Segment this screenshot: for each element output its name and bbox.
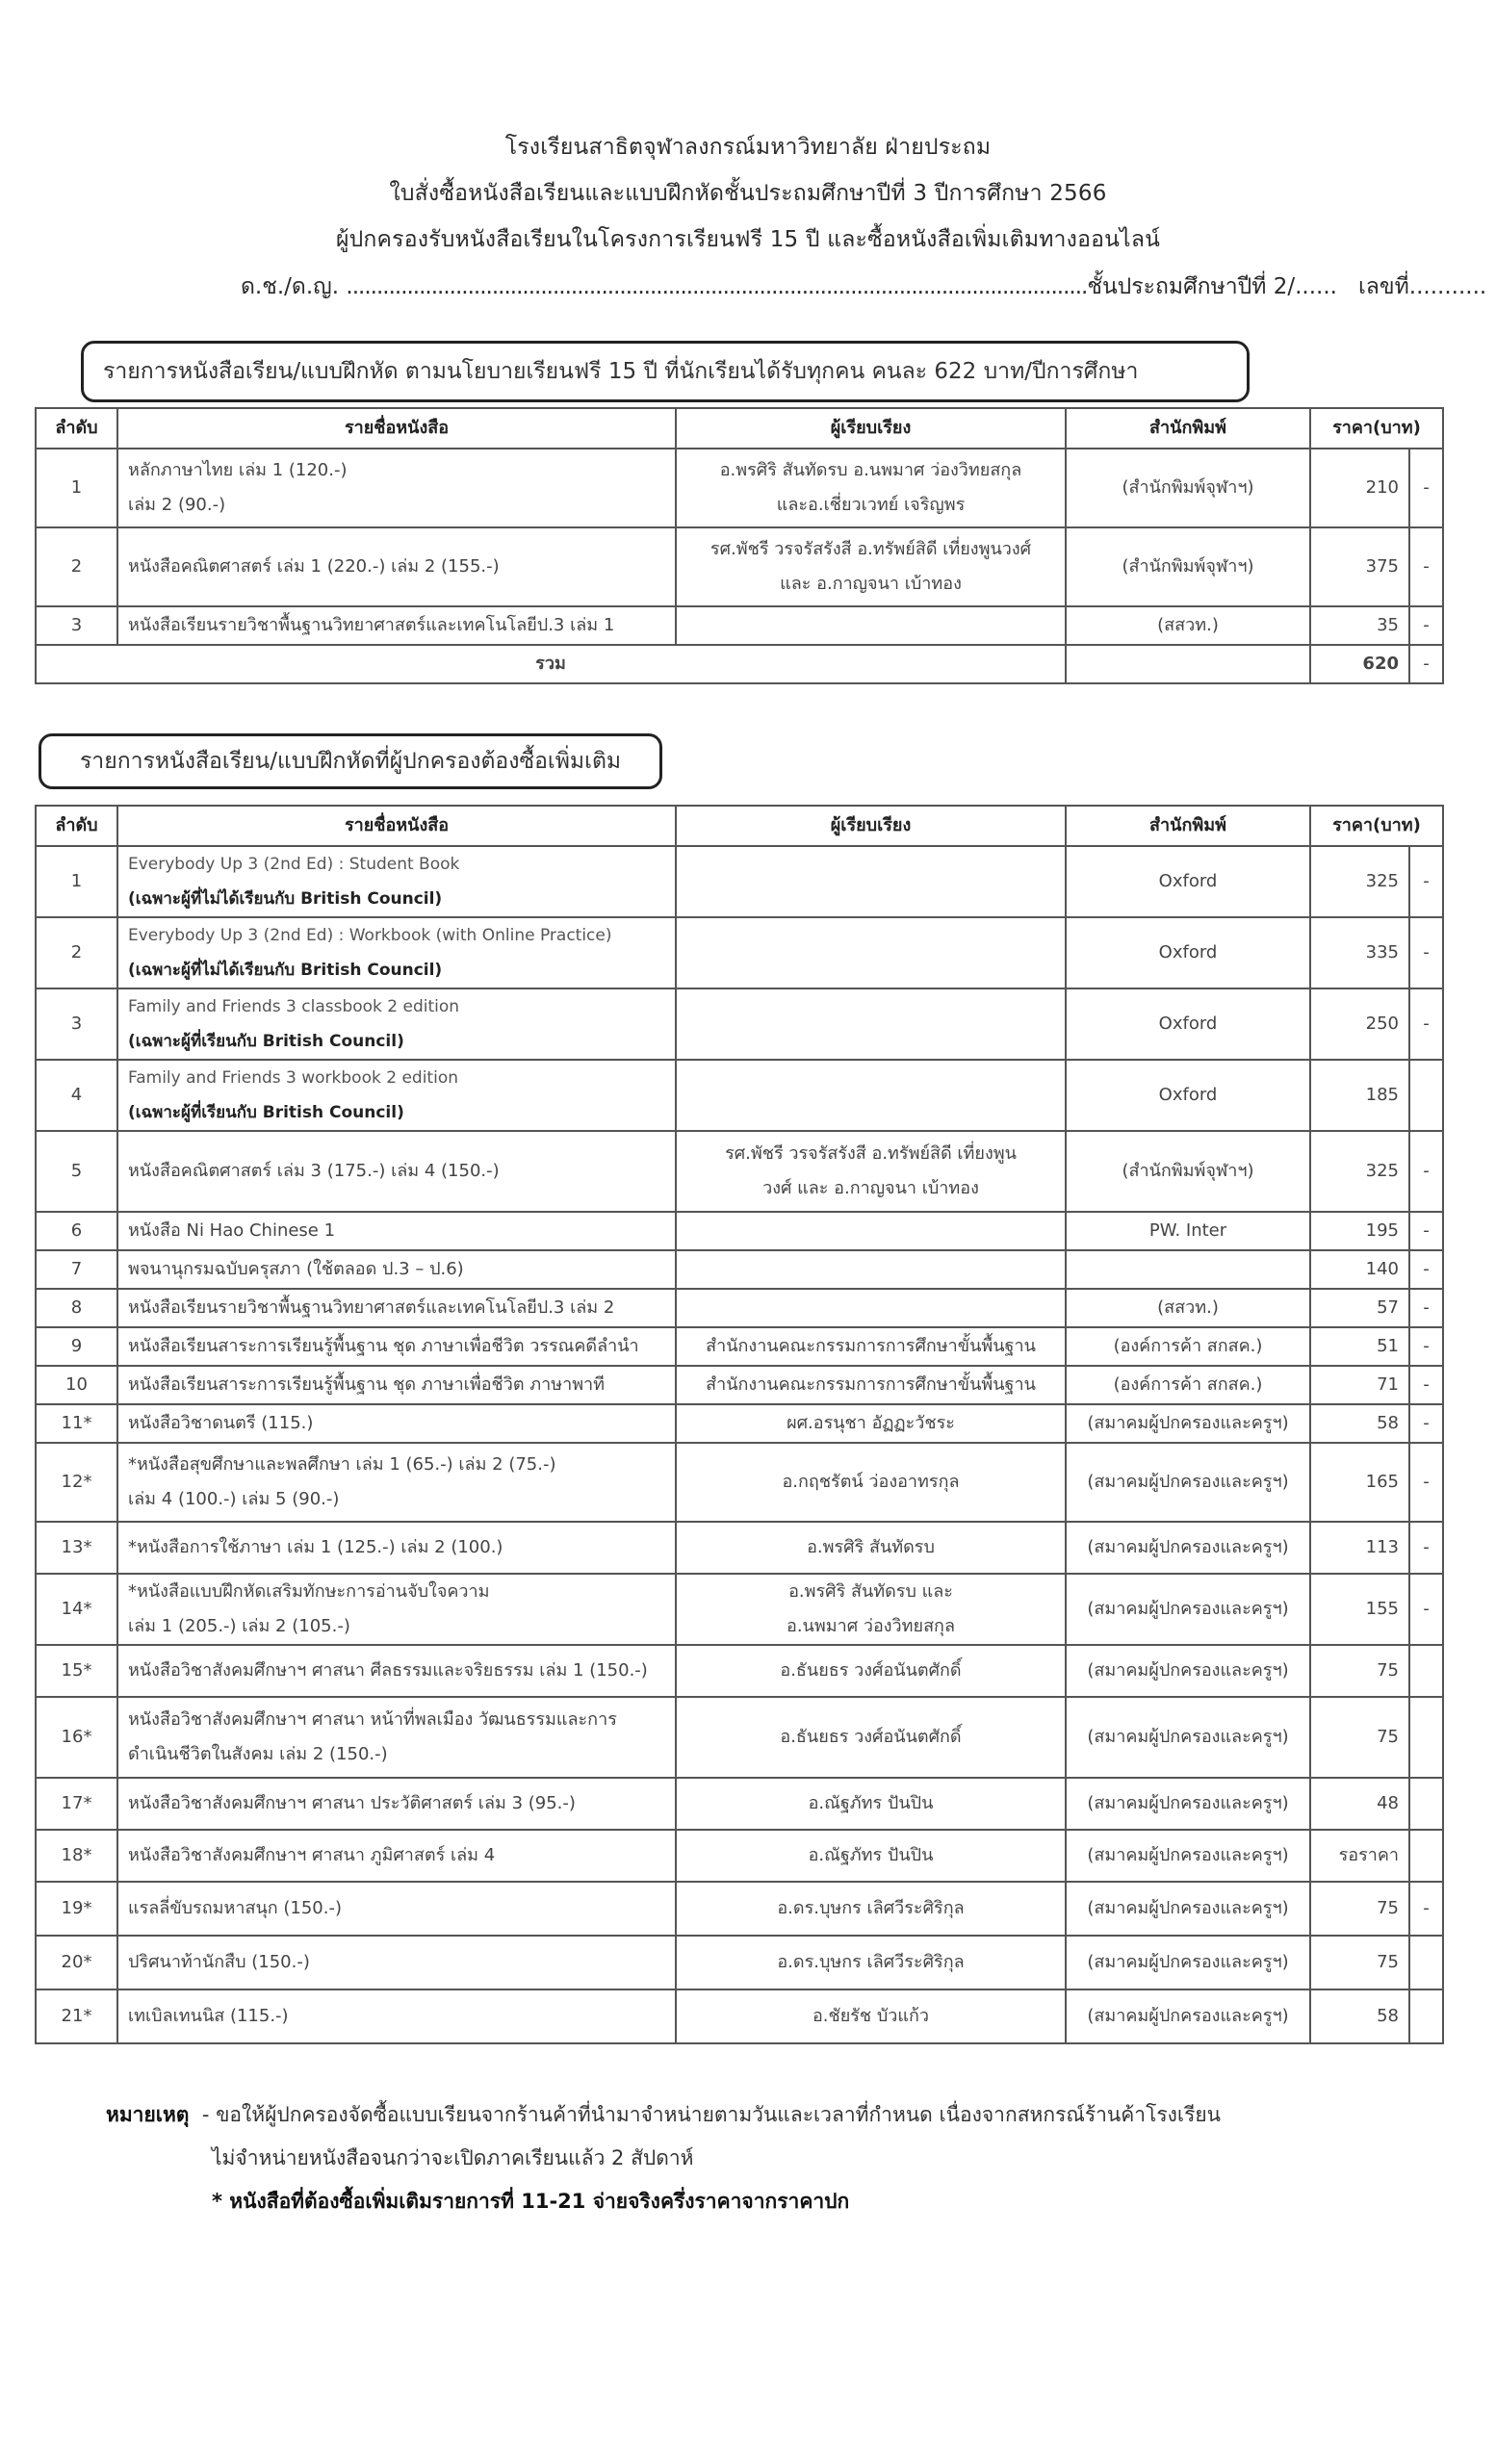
price-satang: - bbox=[1409, 1366, 1443, 1404]
book-title bbox=[117, 1645, 676, 1697]
number-field[interactable]: เลขที่........... bbox=[1357, 274, 1487, 299]
price-satang: - bbox=[1409, 606, 1443, 645]
book-publisher: (สมาคมผู้ปกครองและครูฯ) bbox=[1066, 1522, 1310, 1574]
book-title-note: (เฉพาะผู้ที่เรียนกับ British Council) bbox=[128, 1103, 404, 1122]
book-price: 75 bbox=[1310, 1936, 1409, 1989]
book-title bbox=[117, 1327, 676, 1366]
book-author bbox=[676, 1212, 1066, 1250]
book-title bbox=[117, 1697, 676, 1778]
name-label: ด.ช./ด.ญ. bbox=[241, 274, 340, 299]
table-row bbox=[36, 1778, 1443, 1830]
price-satang: - bbox=[1409, 1443, 1443, 1522]
book-title bbox=[117, 449, 676, 527]
class-field[interactable]: ชั้นประถมศึกษาปีที่ 2/...... bbox=[1087, 274, 1337, 299]
book-publisher: Oxford bbox=[1066, 988, 1310, 1060]
book-author bbox=[676, 1645, 1066, 1697]
book-author bbox=[676, 917, 1066, 988]
book-price: 51 bbox=[1310, 1327, 1409, 1366]
book-publisher: (สำนักพิมพ์จุฬาฯ) bbox=[1066, 1131, 1310, 1212]
row-number: 16* bbox=[36, 1697, 117, 1778]
row-number: 3 bbox=[36, 606, 117, 645]
book-publisher: (สมาคมผู้ปกครองและครูฯ) bbox=[1066, 1936, 1310, 1989]
book-price: 48 bbox=[1310, 1778, 1409, 1830]
school-name: โรงเรียนสาธิตจุฬาลงกรณ์มหาวิทยาลัย ฝ่ายประถม bbox=[504, 135, 992, 160]
book-price: 185 bbox=[1310, 1060, 1409, 1131]
price-satang: - bbox=[1409, 846, 1443, 917]
row-number: 2 bbox=[36, 527, 117, 606]
book-price: 165 bbox=[1310, 1443, 1409, 1522]
book-price: 57 bbox=[1310, 1289, 1409, 1327]
book-author-line: และ อ.กาญจนา เบ้าทอง bbox=[780, 574, 962, 594]
book-author-line: อ.พรศิริ สันทัดรบ อ.นพมาศ ว่องวิทยสกุล bbox=[719, 460, 1022, 480]
price-satang: - bbox=[1409, 1131, 1443, 1212]
table-row bbox=[36, 1522, 1443, 1574]
book-title-line: ดำเนินชีวิตในสังคม เล่ม 2 (150.-) bbox=[128, 1744, 388, 1764]
price-satang: - bbox=[1409, 1289, 1443, 1327]
book-price: 58 bbox=[1310, 1404, 1409, 1443]
book-publisher: (สมาคมผู้ปกครองและครูฯ) bbox=[1066, 1404, 1310, 1443]
price-satang: - bbox=[1409, 917, 1443, 988]
book-price: 250 bbox=[1310, 988, 1409, 1060]
book-author-line: อ.ธันยธร วงศ์อนันตศักดิ์ bbox=[780, 1660, 962, 1681]
book-publisher: (สสวท.) bbox=[1066, 1289, 1310, 1327]
table-row bbox=[36, 988, 1443, 1060]
book-publisher: (สำนักพิมพ์จุฬาฯ) bbox=[1066, 449, 1310, 527]
book-author bbox=[676, 1778, 1066, 1830]
table-row bbox=[36, 1989, 1443, 2043]
book-title bbox=[117, 1250, 676, 1289]
table-row bbox=[36, 1289, 1443, 1327]
book-price: 75 bbox=[1310, 1645, 1409, 1697]
book-title-line: เล่ม 2 (90.-) bbox=[128, 495, 226, 515]
table-row bbox=[36, 1250, 1443, 1289]
book-author bbox=[676, 1522, 1066, 1574]
book-title-line: *หนังสือสุขศึกษาและพลศึกษา เล่ม 1 (65.-) เล่ม 2 (75.-) bbox=[128, 1454, 556, 1475]
price-satang bbox=[1409, 1830, 1443, 1882]
book-title bbox=[117, 606, 676, 645]
table-row bbox=[36, 1697, 1443, 1778]
book-author bbox=[676, 1250, 1066, 1289]
book-title-line: หนังสือวิชาสังคมศึกษาฯ ศาสนา หน้าที่พลเมือง วัฒนธรรมและการ bbox=[128, 1709, 617, 1730]
student-info-line bbox=[241, 270, 1487, 304]
table-row bbox=[36, 1830, 1443, 1882]
price-satang bbox=[1409, 1697, 1443, 1778]
form-subtitle: ผู้ปกครองรับหนังสือเรียนในโครงการเรียนฟรี 15 ปี และซื้อหนังสือเพิ่มเติมทางออนไลน์ bbox=[335, 227, 1161, 252]
row-number: 13* bbox=[36, 1522, 117, 1574]
book-publisher: (สำนักพิมพ์จุฬาฯ) bbox=[1066, 527, 1310, 606]
book-title bbox=[117, 1131, 676, 1212]
book-author bbox=[676, 1327, 1066, 1366]
col-header-price: ราคา(บาท) bbox=[1310, 408, 1443, 449]
col-header-title: รายชื่อหนังสือ bbox=[117, 408, 676, 449]
book-publisher: (สมาคมผู้ปกครองและครูฯ) bbox=[1066, 1443, 1310, 1522]
price-satang: - bbox=[1409, 1250, 1443, 1289]
total-publisher-cell bbox=[1066, 645, 1310, 683]
price-satang bbox=[1409, 1936, 1443, 1989]
table-row bbox=[36, 1327, 1443, 1366]
book-price: 325 bbox=[1310, 846, 1409, 917]
free-books-table bbox=[35, 407, 1444, 684]
book-title bbox=[117, 1778, 676, 1830]
book-title-line: Everybody Up 3 (2nd Ed) : Workbook (with Online Practice) bbox=[128, 926, 612, 945]
book-title bbox=[117, 1404, 676, 1443]
book-price: 75 bbox=[1310, 1697, 1409, 1778]
book-author-line: รศ.พัชรี วรจรัสรังสี อ.ทรัพย์สิดี เที่ยงพูนวงศ์ bbox=[709, 539, 1032, 559]
book-title bbox=[117, 1574, 676, 1645]
book-price: 325 bbox=[1310, 1131, 1409, 1212]
row-number: 1 bbox=[36, 846, 117, 917]
book-title-note: (เฉพาะผู้ที่ไม่ได้เรียนกับ British Council) bbox=[128, 889, 443, 909]
book-price: 140 bbox=[1310, 1250, 1409, 1289]
book-title-line: *หนังสือแบบฝึกหัดเสริมทักษะการอ่านจับใจความ bbox=[128, 1581, 490, 1602]
book-title-line: หนังสือเรียนสาระการเรียนรู้พื้นฐาน ชุด ภาษาเพื่อชีวิต ภาษาพาที bbox=[128, 1374, 606, 1395]
row-number: 5 bbox=[36, 1131, 117, 1212]
book-publisher bbox=[1066, 1250, 1310, 1289]
book-publisher: (สมาคมผู้ปกครองและครูฯ) bbox=[1066, 1830, 1310, 1882]
book-title-line: หนังสือวิชาสังคมศึกษาฯ ศาสนา ศีลธรรมและจริยธรรม เล่ม 1 (150.-) bbox=[128, 1660, 648, 1681]
book-title bbox=[117, 917, 676, 988]
book-title-line: หนังสือเรียนรายวิชาพื้นฐานวิทยาศาสตร์และเทคโนโลยีป.3 เล่ม 1 bbox=[128, 615, 615, 635]
row-number: 4 bbox=[36, 1060, 117, 1131]
book-author bbox=[676, 1882, 1066, 1936]
book-publisher: (สมาคมผู้ปกครองและครูฯ) bbox=[1066, 1882, 1310, 1936]
table-row bbox=[36, 1443, 1443, 1522]
table-header-row bbox=[36, 806, 1443, 846]
book-title-line: ปริศนาท้านักสืบ (150.-) bbox=[128, 1952, 310, 1972]
price-satang: - bbox=[1409, 1522, 1443, 1574]
row-number: 3 bbox=[36, 988, 117, 1060]
row-number: 12* bbox=[36, 1443, 117, 1522]
row-number: 1 bbox=[36, 449, 117, 527]
section1-banner bbox=[81, 341, 1250, 402]
book-title bbox=[117, 1289, 676, 1327]
row-number: 9 bbox=[36, 1327, 117, 1366]
book-author-line: อ.ธันยธร วงศ์อนันตศักดิ์ bbox=[780, 1727, 962, 1747]
total-dash: - bbox=[1409, 645, 1443, 683]
table-row bbox=[36, 1366, 1443, 1404]
book-price: 113 bbox=[1310, 1522, 1409, 1574]
book-author bbox=[676, 846, 1066, 917]
book-author bbox=[676, 1830, 1066, 1882]
price-satang: - bbox=[1409, 449, 1443, 527]
book-author-line: สำนักงานคณะกรรมการการศึกษาขั้นพื้นฐาน bbox=[706, 1374, 1036, 1395]
row-number: 7 bbox=[36, 1250, 117, 1289]
book-title bbox=[117, 1989, 676, 2043]
book-title-line: Family and Friends 3 classbook 2 edition bbox=[128, 997, 460, 1016]
col-header-author: ผู้เรียบเรียง bbox=[676, 806, 1066, 846]
book-title-line: หนังสือวิชาสังคมศึกษาฯ ศาสนา ประวัติศาสตร์ เล่ม 3 (95.-) bbox=[128, 1793, 576, 1813]
book-title-line: เล่ม 4 (100.-) เล่ม 5 (90.-) bbox=[128, 1489, 340, 1509]
table-header-row bbox=[36, 408, 1443, 449]
book-author bbox=[676, 1060, 1066, 1131]
book-title-line: เล่ม 1 (205.-) เล่ม 2 (105.-) bbox=[128, 1616, 350, 1636]
book-publisher: (สสวท.) bbox=[1066, 606, 1310, 645]
book-price: 35 bbox=[1310, 606, 1409, 645]
name-field[interactable]: .......................................................................................................................... bbox=[346, 274, 1088, 299]
table-row bbox=[36, 1404, 1443, 1443]
book-publisher: Oxford bbox=[1066, 846, 1310, 917]
book-publisher: (องค์การค้า สกสค.) bbox=[1066, 1327, 1310, 1366]
book-author bbox=[676, 1443, 1066, 1522]
note-text-1: - ขอให้ผู้ปกครองจัดซื้อแบบเรียนจากร้านค้าที่นำมาจำหน่ายตามวันและเวลาที่กำหนด เนื่องจากสหกรณ์ร้านค้าโรงเรียน bbox=[201, 2103, 1222, 2126]
table-row bbox=[36, 1645, 1443, 1697]
book-title bbox=[117, 1882, 676, 1936]
row-number: 15* bbox=[36, 1645, 117, 1697]
table-row bbox=[36, 846, 1443, 917]
row-number: 14* bbox=[36, 1574, 117, 1645]
book-author bbox=[676, 606, 1066, 645]
book-author-line: อ.ณัฐภัทร ปันปิน bbox=[808, 1845, 934, 1865]
col-header-no: ลำดับ bbox=[36, 408, 117, 449]
book-title-line: Everybody Up 3 (2nd Ed) : Student Book bbox=[128, 855, 460, 874]
book-title-line: หนังสือ Ni Hao Chinese 1 bbox=[128, 1220, 336, 1241]
price-satang bbox=[1409, 1645, 1443, 1697]
book-author bbox=[676, 1366, 1066, 1404]
book-title bbox=[117, 1366, 676, 1404]
book-author bbox=[676, 1574, 1066, 1645]
book-author bbox=[676, 1989, 1066, 2043]
table-row bbox=[36, 1574, 1443, 1645]
book-title bbox=[117, 527, 676, 606]
table-row bbox=[36, 449, 1443, 527]
price-satang: - bbox=[1409, 1212, 1443, 1250]
book-author-line: อ.ชัยรัช บัวแก้ว bbox=[812, 2006, 930, 2026]
book-publisher: (องค์การค้า สกสค.) bbox=[1066, 1366, 1310, 1404]
row-number: 17* bbox=[36, 1778, 117, 1830]
row-number: 11* bbox=[36, 1404, 117, 1443]
row-number: 2 bbox=[36, 917, 117, 988]
book-title-line: Family and Friends 3 workbook 2 edition bbox=[128, 1068, 458, 1088]
note-label: หมายเหตุ bbox=[106, 2103, 190, 2126]
price-satang: - bbox=[1409, 1404, 1443, 1443]
book-title-line: หนังสือวิชาสังคมศึกษาฯ ศาสนา ภูมิศาสตร์ เล่ม 4 bbox=[128, 1845, 496, 1865]
section1-banner-text: รายการหนังสือเรียน/แบบฝึกหัด ตามนโยบายเรียนฟรี 15 ปี ที่นักเรียนได้รับทุกคน คนละ 622 บาท/ปีการศึกษา bbox=[103, 359, 1139, 384]
row-number: 6 bbox=[36, 1212, 117, 1250]
book-title-line: หนังสือเรียนสาระการเรียนรู้พื้นฐาน ชุด ภาษาเพื่อชีวิต วรรณคดีลำนำ bbox=[128, 1336, 639, 1356]
col-header-publisher: สำนักพิมพ์ bbox=[1066, 408, 1310, 449]
row-number: 19* bbox=[36, 1882, 117, 1936]
additional-books-table bbox=[35, 805, 1444, 2044]
total-price: 620 bbox=[1310, 645, 1409, 683]
price-satang bbox=[1409, 1989, 1443, 2043]
row-number: 8 bbox=[36, 1289, 117, 1327]
total-row bbox=[36, 645, 1443, 683]
book-title bbox=[117, 1830, 676, 1882]
row-number: 20* bbox=[36, 1936, 117, 1989]
book-title-line: เทเบิลเทนนิส (115.-) bbox=[128, 2006, 289, 2026]
book-title bbox=[117, 988, 676, 1060]
book-author bbox=[676, 449, 1066, 527]
table-row bbox=[36, 1131, 1443, 1212]
book-publisher: Oxford bbox=[1066, 917, 1310, 988]
book-publisher: (สมาคมผู้ปกครองและครูฯ) bbox=[1066, 1989, 1310, 2043]
book-author-line: ผศ.อรนุชา อัฏฏะวัชระ bbox=[787, 1413, 955, 1433]
book-title bbox=[117, 846, 676, 917]
table-row bbox=[36, 606, 1443, 645]
book-price: 210 bbox=[1310, 449, 1409, 527]
book-publisher: (สมาคมผู้ปกครองและครูฯ) bbox=[1066, 1645, 1310, 1697]
book-author-line: อ.ณัฐภัทร ปันปิน bbox=[808, 1793, 934, 1813]
book-author-line: อ.พรศิริ สันทัดรบ bbox=[807, 1537, 935, 1557]
book-title-line: *หนังสือการใช้ภาษา เล่ม 1 (125.-) เล่ม 2 (100.) bbox=[128, 1537, 503, 1557]
book-author-line: อ.พรศิริ สันทัดรบ และ bbox=[788, 1581, 953, 1602]
row-number: 18* bbox=[36, 1830, 117, 1882]
price-satang: - bbox=[1409, 1574, 1443, 1645]
book-title bbox=[117, 1443, 676, 1522]
book-author-line: อ.นพมาศ ว่องวิทยสกุล bbox=[787, 1616, 955, 1636]
book-publisher: (สมาคมผู้ปกครองและครูฯ) bbox=[1066, 1778, 1310, 1830]
book-author bbox=[676, 1936, 1066, 1989]
book-publisher: Oxford bbox=[1066, 1060, 1310, 1131]
row-number: 10 bbox=[36, 1366, 117, 1404]
row-number: 21* bbox=[36, 1989, 117, 2043]
note-text-2: ไม่จำหน่ายหนังสือจนกว่าจะเปิดภาคเรียนแล้ว 2 สัปดาห์ bbox=[212, 2146, 694, 2169]
table-row bbox=[36, 1936, 1443, 1989]
book-author-line: สำนักงานคณะกรรมการการศึกษาขั้นพื้นฐาน bbox=[706, 1336, 1036, 1356]
table-row bbox=[36, 917, 1443, 988]
col-header-publisher: สำนักพิมพ์ bbox=[1066, 806, 1310, 846]
price-satang: - bbox=[1409, 527, 1443, 606]
table-row bbox=[36, 527, 1443, 606]
note-text-3: * หนังสือที่ต้องซื้อเพิ่มเติมรายการที่ 11-21 จ่ายจริงครึ่งราคาจากราคาปก bbox=[212, 2190, 850, 2213]
note-line-1 bbox=[106, 2099, 1221, 2131]
book-price: 75 bbox=[1310, 1882, 1409, 1936]
section2-banner bbox=[39, 733, 662, 789]
price-satang: - bbox=[1409, 1882, 1443, 1936]
book-title-note: (เฉพาะผู้ที่ไม่ได้เรียนกับ British Council) bbox=[128, 961, 443, 980]
col-header-title: รายชื่อหนังสือ bbox=[117, 806, 676, 846]
price-satang: - bbox=[1409, 988, 1443, 1060]
book-author-line: อ.ดร.บุษกร เลิศวีระศิริกุล bbox=[777, 1952, 965, 1972]
book-author-line: อ.กฤชรัตน์ ว่องอาทรกุล bbox=[782, 1472, 960, 1492]
book-publisher: PW. Inter bbox=[1066, 1212, 1310, 1250]
book-price: 71 bbox=[1310, 1366, 1409, 1404]
price-satang bbox=[1409, 1778, 1443, 1830]
book-author bbox=[676, 1289, 1066, 1327]
table-row bbox=[36, 1212, 1443, 1250]
total-label: รวม bbox=[36, 645, 1066, 683]
book-title-line: หลักภาษาไทย เล่ม 1 (120.-) bbox=[128, 460, 348, 480]
book-title bbox=[117, 1522, 676, 1574]
section2-banner-text: รายการหนังสือเรียน/แบบฝึกหัดที่ผู้ปกครองต้องซื้อเพิ่มเติม bbox=[79, 749, 622, 774]
book-title bbox=[117, 1936, 676, 1989]
book-price: 155 bbox=[1310, 1574, 1409, 1645]
book-price: 335 bbox=[1310, 917, 1409, 988]
book-title-line: พจนานุกรมฉบับครุสภา (ใช้ตลอด ป.3 – ป.6) bbox=[128, 1259, 464, 1279]
col-header-no: ลำดับ bbox=[36, 806, 117, 846]
book-author bbox=[676, 1404, 1066, 1443]
book-publisher: (สมาคมผู้ปกครองและครูฯ) bbox=[1066, 1574, 1310, 1645]
table-row bbox=[36, 1882, 1443, 1936]
table-row bbox=[36, 1060, 1443, 1131]
form-title: ใบสั่งซื้อหนังสือเรียนและแบบฝึกหัดชั้นประถมศึกษาปีที่ 3 ปีการศึกษา 2566 bbox=[389, 181, 1107, 206]
book-price: 375 bbox=[1310, 527, 1409, 606]
book-title bbox=[117, 1212, 676, 1250]
book-price: 195 bbox=[1310, 1212, 1409, 1250]
book-title-line: หนังสือคณิตศาสตร์ เล่ม 3 (175.-) เล่ม 4 (150.-) bbox=[128, 1161, 500, 1181]
book-price: รอราคา bbox=[1310, 1830, 1409, 1882]
book-title-line: หนังสือเรียนรายวิชาพื้นฐานวิทยาศาสตร์และเทคโนโลยีป.3 เล่ม 2 bbox=[128, 1297, 615, 1318]
book-title-line: แรลลี่ขับรถมหาสนุก (150.-) bbox=[128, 1898, 342, 1918]
book-author bbox=[676, 988, 1066, 1060]
book-title bbox=[117, 1060, 676, 1131]
book-publisher: (สมาคมผู้ปกครองและครูฯ) bbox=[1066, 1697, 1310, 1778]
book-author-line: วงศ์ และ อ.กาญจนา เบ้าทอง bbox=[762, 1178, 979, 1198]
price-satang bbox=[1409, 1060, 1443, 1131]
book-price: 58 bbox=[1310, 1989, 1409, 2043]
book-title-line: หนังสือคณิตศาสตร์ เล่ม 1 (220.-) เล่ม 2 (155.-) bbox=[128, 556, 500, 577]
book-author-line: อ.ดร.บุษกร เลิศวีระศิริกุล bbox=[777, 1898, 965, 1918]
book-author-line: และอ.เชี่ยวเวทย์ เจริญพร bbox=[776, 495, 966, 515]
book-author bbox=[676, 527, 1066, 606]
col-header-price: ราคา(บาท) bbox=[1310, 806, 1443, 846]
book-title-note: (เฉพาะผู้ที่เรียนกับ British Council) bbox=[128, 1032, 404, 1051]
price-satang: - bbox=[1409, 1327, 1443, 1366]
book-author bbox=[676, 1131, 1066, 1212]
book-title-line: หนังสือวิชาดนตรี (115.) bbox=[128, 1413, 314, 1433]
book-author-line: รศ.พัชรี วรจรัสรังสี อ.ทรัพย์สิดี เที่ยงพูน bbox=[725, 1143, 1017, 1164]
book-author bbox=[676, 1697, 1066, 1778]
col-header-author: ผู้เรียบเรียง bbox=[676, 408, 1066, 449]
